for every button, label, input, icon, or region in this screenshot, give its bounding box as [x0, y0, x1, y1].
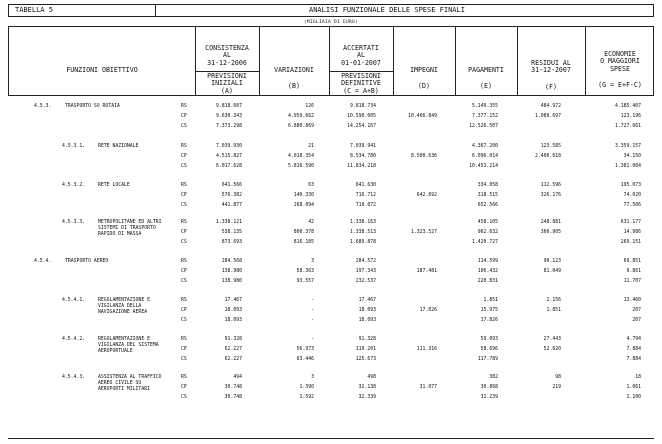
cell-g: 4.794 [626, 337, 641, 342]
cell-f: 27.443 [543, 337, 561, 342]
row-type: CP [181, 347, 187, 352]
cell-e: 6.096.014 [472, 154, 498, 159]
cell-e: 12.526.507 [469, 124, 498, 129]
cell-f: 360.905 [540, 230, 561, 235]
title-separator [155, 5, 156, 16]
cell-a: 7.039.930 [216, 144, 242, 149]
row-description: NAVIGAZIONE AEREA [98, 309, 148, 315]
row-type: CP [181, 308, 187, 313]
row-description: REGOLAMENTAZIONE E [98, 298, 150, 303]
cell-f: 98 [555, 375, 561, 380]
cell-e: 106.432 [477, 269, 498, 274]
row-type: CP [181, 230, 187, 235]
cell-g: 3.359.157 [615, 144, 641, 149]
cell-c: 17.467 [358, 298, 376, 303]
cell-a: 17.467 [224, 298, 242, 303]
row-description: TRASPORTO AEREO [65, 259, 109, 264]
cell-e: 334.058 [477, 183, 498, 188]
cell-c: 716.712 [355, 193, 376, 198]
cell-e: 458.105 [477, 220, 498, 225]
cell-b: 63 [308, 183, 314, 188]
cell-g: 123.196 [620, 114, 641, 119]
cell-b: 4.018.354 [288, 154, 314, 159]
cell-a: 6.017.628 [216, 164, 242, 169]
cell-b: - [311, 337, 314, 342]
cell-a: 9.818.607 [216, 104, 242, 109]
cell-f: 219 [552, 385, 561, 390]
cell-a: 18.093 [224, 308, 242, 313]
row-description: AEROPORTI MILITARI [98, 386, 150, 392]
cell-c: 32.138 [358, 385, 376, 390]
row-description: RAPIDO DI MASSA [98, 231, 142, 237]
row-code: 4.5.4. [34, 259, 52, 264]
cell-g: 195.073 [620, 183, 641, 188]
row-type: CP [181, 269, 187, 274]
cell-b: 6.880.869 [288, 124, 314, 129]
cell-a: 873.693 [221, 240, 242, 245]
row-type: RS [181, 104, 187, 109]
row-type: CP [181, 385, 187, 390]
col-economie: ECONOMIE O MAGGIORI SPESE (G = E+F-C) [598, 50, 642, 90]
row-description: AEREO CIVILE SU [98, 380, 142, 386]
row-type: RS [181, 144, 187, 149]
title-bar [8, 4, 654, 17]
bottom-rule [8, 438, 654, 439]
col-impegni: IMPEGNI (D) [410, 66, 438, 91]
row-code: 4.5.3.1. [62, 144, 86, 149]
cell-c: 7.039.941 [350, 144, 376, 149]
table-label: TABELLA 5 [15, 6, 53, 14]
row-description: ASSISTENZA AL TRAFFICO [98, 375, 162, 380]
row-description: SISTEMI DI TRASPORTO [98, 225, 156, 231]
cell-d: 111.316 [416, 347, 437, 352]
cell-g: 1.100 [626, 395, 641, 400]
cell-b: 1.592 [299, 395, 314, 400]
cell-b: 1.390 [299, 385, 314, 390]
cell-a: 4.515.827 [216, 154, 242, 159]
row-description: VIGILANZA DELLA [98, 303, 142, 309]
cell-c: 18.093 [358, 318, 376, 323]
cell-c: 32.339 [358, 395, 376, 400]
row-description: RETE LOCALE [98, 183, 130, 188]
cell-e: 652.566 [477, 203, 498, 208]
cell-b: 140.330 [293, 193, 314, 198]
row-code: 4.5.4.2. [62, 337, 86, 342]
cell-g: 4.185.407 [615, 104, 641, 109]
cell-e: 5.149.355 [472, 104, 498, 109]
cell-g: 9.861 [626, 269, 641, 274]
cell-c: 125.673 [355, 357, 376, 362]
col-consistenza: CONSISTENZA AL 31-12-2006 [205, 44, 249, 67]
cell-c: 91.328 [358, 337, 376, 342]
cell-d: 10.466.849 [408, 114, 437, 119]
cell-g: 269.151 [620, 240, 641, 245]
cell-f: 1.851 [546, 308, 561, 313]
cell-a: 538.135 [221, 230, 242, 235]
row-description: METROPOLITANE ED ALTRI [98, 220, 162, 225]
cell-e: 1.851 [483, 298, 498, 303]
cell-g: 207 [632, 308, 641, 313]
cell-b: 93.557 [296, 279, 314, 284]
cell-b: 4.959.662 [288, 114, 314, 119]
cell-a: 441.877 [221, 203, 242, 208]
cell-a: 494 [233, 375, 242, 380]
row-type: RS [181, 220, 187, 225]
cell-c: 1.338.163 [350, 220, 376, 225]
cell-b: 126 [305, 104, 314, 109]
cell-a: 138.980 [221, 279, 242, 284]
cell-b: 63.446 [296, 357, 314, 362]
row-type: RS [181, 298, 187, 303]
cell-a: 18.093 [224, 318, 242, 323]
cell-c: 197.343 [355, 269, 376, 274]
row-type: CS [181, 318, 187, 323]
column-header [8, 26, 654, 96]
cell-c: 18.093 [358, 308, 376, 313]
cell-d: 642.692 [416, 193, 437, 198]
cell-g: 74.020 [623, 193, 641, 198]
cell-b: 268.094 [293, 203, 314, 208]
cell-f: 90.123 [543, 259, 561, 264]
row-description: TRASPORTO SU ROTAIA [65, 104, 120, 109]
cell-g: 1.061 [626, 385, 641, 390]
cell-f: 326.176 [540, 193, 561, 198]
row-description: AEROPORTUALE [98, 348, 133, 354]
cell-g: 11.707 [623, 279, 641, 284]
cell-e: 962.632 [477, 230, 498, 235]
cell-c: 641.630 [355, 183, 376, 188]
cell-e: 318.515 [477, 193, 498, 198]
cell-b: 800.378 [293, 230, 314, 235]
cell-a: 62.227 [224, 347, 242, 352]
row-type: CS [181, 395, 187, 400]
row-type: CP [181, 154, 187, 159]
cell-a: 91.328 [224, 337, 242, 342]
row-type: RS [181, 337, 187, 342]
cell-b: 5.816.590 [288, 164, 314, 169]
cell-f: 248.881 [540, 220, 561, 225]
cell-e: 1.420.727 [472, 240, 498, 245]
table-title: ANALISI FUNZIONALE DELLE SPESE FINALI [309, 6, 465, 14]
row-type: RS [181, 259, 187, 264]
col-residui: RESIDUI AL 31-12-2007 (F) [531, 59, 571, 91]
cell-b: - [311, 318, 314, 323]
cell-c: 119.201 [355, 347, 376, 352]
cell-c: 11.834.218 [347, 164, 376, 169]
cell-b: 58.363 [296, 269, 314, 274]
row-description: VIGILANZA DEL SISTEMA [98, 342, 159, 348]
cell-e: 382 [489, 375, 498, 380]
row-description: REGOLAMENTAZIONE E [98, 337, 150, 342]
cell-e: 117.789 [477, 357, 498, 362]
row-code: 4.5.3. [34, 104, 52, 109]
cell-g: 69.851 [623, 259, 641, 264]
cell-g: 207 [632, 318, 641, 323]
cell-e: 58.696 [480, 347, 498, 352]
cell-c: 498 [367, 375, 376, 380]
cell-b: 56.973 [296, 347, 314, 352]
cell-e: 17.826 [480, 318, 498, 323]
cell-a: 641.566 [221, 183, 242, 188]
cell-f: 2.406.618 [535, 154, 561, 159]
cell-a: 30.748 [224, 385, 242, 390]
cell-b: 21 [308, 144, 314, 149]
cell-c: 1.338.513 [350, 230, 376, 235]
row-code: 4.5.4.1. [62, 298, 86, 303]
cell-a: 30.748 [224, 395, 242, 400]
col-previsioni-iniziali: PREVISIONI INIZIALI (A) [207, 72, 247, 95]
cell-c: 232.537 [355, 279, 376, 284]
cell-a: 284.568 [221, 259, 242, 264]
cell-b: 816.185 [293, 240, 314, 245]
row-type: CS [181, 164, 187, 169]
cell-e: 7.377.152 [472, 114, 498, 119]
row-type: CS [181, 357, 187, 362]
cell-d: 1.323.527 [411, 230, 437, 235]
cell-e: 15.975 [480, 308, 498, 313]
cell-a: 576.382 [221, 193, 242, 198]
cell-a: 62.227 [224, 357, 242, 362]
cell-f: 112.596 [540, 183, 561, 188]
col-accertati: ACCERTATI AL 01-01-2007 [341, 44, 381, 67]
cell-d: 17.026 [419, 308, 437, 313]
cell-e: 31.239 [480, 395, 498, 400]
col-variazioni: VARIAZIONI (B) [274, 66, 314, 91]
units-note: (MIGLIAIA DI EURO) [303, 20, 359, 25]
cell-g: 13.460 [623, 298, 641, 303]
cell-d: 187.481 [416, 269, 437, 274]
cell-f: 81.049 [543, 269, 561, 274]
cell-a: 1.338.121 [216, 220, 242, 225]
col-previsioni-definitive: PREVISIONI DEFINITIVE (C = A+B) [341, 72, 381, 95]
cell-a: 7.373.298 [216, 124, 242, 129]
cell-d: 31.077 [419, 385, 437, 390]
cell-g: 1.381.004 [615, 164, 641, 169]
cell-a: 9.630.343 [216, 114, 242, 119]
cell-f: 484.972 [540, 104, 561, 109]
cell-g: 631.177 [620, 220, 641, 225]
cell-f: 123.585 [540, 144, 561, 149]
row-type: CS [181, 240, 187, 245]
cell-b: 42 [308, 220, 314, 225]
cell-g: 34.150 [623, 154, 641, 159]
cell-e: 30.868 [480, 385, 498, 390]
row-description: RETE NAZIONALE [98, 144, 139, 149]
cell-c: 1.689.878 [350, 240, 376, 245]
cell-f: 52.620 [543, 347, 561, 352]
cell-b: 3 [311, 259, 314, 264]
cell-f: 2.156 [546, 298, 561, 303]
cell-g: 18 [635, 375, 641, 380]
cell-g: 7.884 [626, 357, 641, 362]
row-type: RS [181, 375, 187, 380]
col-pagamenti: PAGAMENTI (E) [468, 66, 504, 91]
cell-c: 14.254.167 [347, 124, 376, 129]
cell-a: 138.980 [221, 269, 242, 274]
row-type: CS [181, 279, 187, 284]
cell-g: 1.727.661 [615, 124, 641, 129]
cell-c: 10.590.005 [347, 114, 376, 119]
cell-c: 9.818.734 [350, 104, 376, 109]
cell-g: 7.884 [626, 347, 641, 352]
cell-e: 4.367.200 [472, 144, 498, 149]
cell-b: 3 [311, 375, 314, 380]
cell-e: 220.831 [477, 279, 498, 284]
cell-e: 10.453.214 [469, 164, 498, 169]
row-code: 4.5.3.2. [62, 183, 86, 188]
cell-e: 59.093 [480, 337, 498, 342]
cell-g: 14.986 [623, 230, 641, 235]
cell-c: 8.534.780 [350, 154, 376, 159]
row-type: CP [181, 114, 187, 119]
row-type: CS [181, 124, 187, 129]
cell-g: 77.506 [623, 203, 641, 208]
col-funzioni: FUNZIONI OBIETTIVO [66, 66, 138, 74]
cell-f: 1.089.697 [535, 114, 561, 119]
cell-b: - [311, 308, 314, 313]
row-type: RS [181, 183, 187, 188]
row-code: 4.5.4.3. [62, 375, 86, 380]
cell-c: 284.572 [355, 259, 376, 264]
cell-c: 710.072 [355, 203, 376, 208]
cell-d: 8.500.636 [411, 154, 437, 159]
row-type: CS [181, 203, 187, 208]
cell-b: - [311, 298, 314, 303]
row-type: CP [181, 193, 187, 198]
row-code: 4.5.3.3. [62, 220, 86, 225]
cell-e: 114.599 [477, 259, 498, 264]
